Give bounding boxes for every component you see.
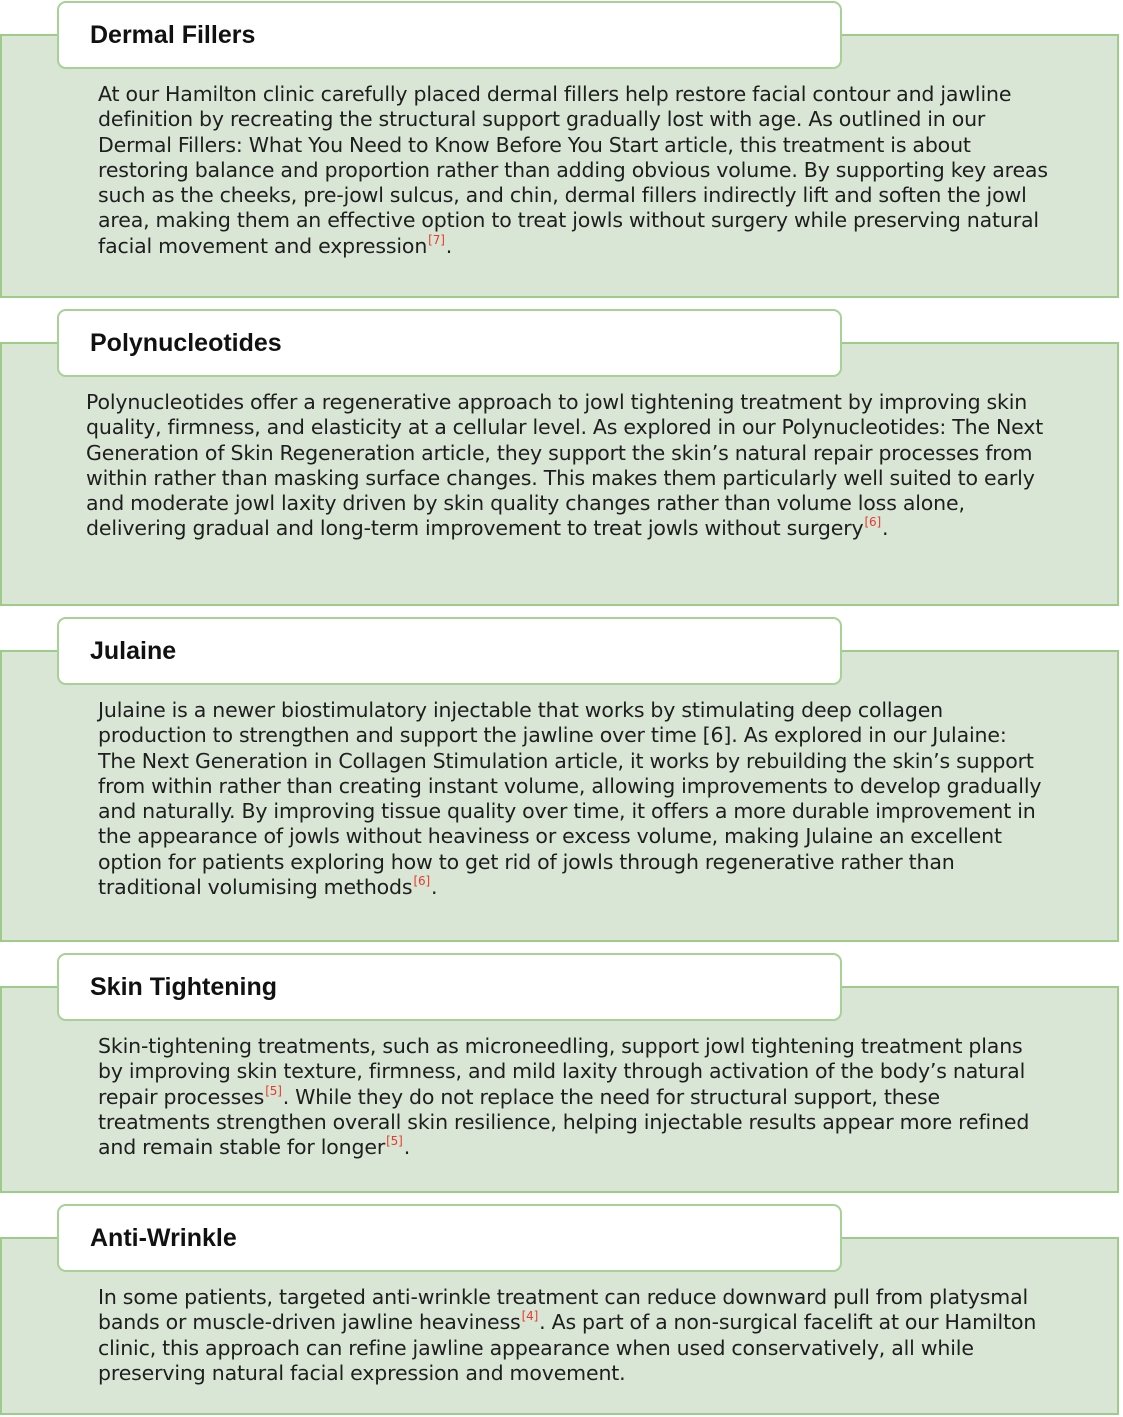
body-text-segment: . As part of a non-surgical facelift at our Hamilton clinic, this approach can refine jawline appearance when used conservatively, all while preserving natural facial expression and movement. (98, 1310, 1037, 1385)
section-title: Skin Tightening (90, 972, 278, 1001)
section-header-tab (57, 309, 842, 377)
citation-link[interactable]: [7] (428, 232, 445, 247)
body-text-segment: In some patients, targeted anti-wrinkle treatment can reduce downward pull from platysmal bands or muscle-driven jawline heaviness (98, 1285, 1029, 1335)
body-text-segment: . (882, 516, 889, 541)
body-text-segment: . While they do not replace the need for structural support, these treatments strengthen overall skin resilience, helping injectable results appear more refined and remain stable for longer (98, 1084, 1030, 1160)
section-dermal-fillers (0, 0, 1123, 300)
body-text-segment: Julaine is a newer biostimulatory injectable that works by stimulating deep collagen production to strengthen and support the jawline over time [6]. As explored in our Julaine: The Next Generation in Collagen Stimulation article, it works by rebuilding the skin’s support from within rather than creating instant volume, allowing improvements to develop gradually and naturally. By improving tissue quality over time, it offers a more durable improvement in the appearance of jowls without heaviness or excess volume, making Julaine an excellent option for patients exploring how to get rid of jowls through regenerative rather than traditional volumising methods (98, 698, 1042, 900)
body-text-segment: . (431, 875, 438, 900)
section-body (98, 698, 1043, 900)
section-title: Anti-Wrinkle (90, 1223, 237, 1252)
body-text-segment: . (445, 233, 453, 258)
section-polynucleotides (0, 308, 1123, 608)
body-text-segment: . (403, 1135, 411, 1160)
body-text-segment: Skin-tightening treatments, such as microneedling, support jowl tightening treatment plans by improving skin texture, firmness, and mild laxity through activation of the body’s natural repair processes (98, 1034, 1026, 1109)
section-title: Dermal Fillers (90, 20, 256, 49)
section-body (98, 82, 1048, 259)
section-body (98, 1285, 1053, 1386)
section-header-tab (57, 1204, 842, 1272)
section-body (86, 390, 1051, 542)
citation-link[interactable]: [4] (521, 1309, 539, 1324)
section-body (98, 1034, 1043, 1160)
citation-link[interactable]: [6] (864, 515, 882, 530)
citation-link[interactable]: [5] (265, 1083, 282, 1098)
section-header-tab (57, 953, 842, 1021)
section-skin-tightening (0, 952, 1123, 1195)
section-title: Polynucleotides (90, 328, 282, 357)
section-header-tab (57, 1, 842, 69)
body-text-segment: At our Hamilton clinic carefully placed dermal fillers help restore facial contour and jawline definition by recreating the structural support gradually lost with age. As outlined in our Dermal Fillers: What You Need to Know Before You Start article, this treatment is about restoring balance and proportion rather than adding obvious volume. By supporting key areas such as the cheeks, pre-jowl sulcus, and chin, dermal fillers indirectly lift and soften the jowl area, making them an effective option to treat jowls without surgery while preserving natural facial movement and expression (98, 82, 1048, 258)
section-title: Julaine (90, 636, 177, 665)
citation-link[interactable]: [6] (413, 874, 431, 889)
body-text-segment: Polynucleotides offer a regenerative approach to jowl tightening treatment by improving skin quality, firmness, and elasticity at a cellular level. As explored in our Polynucleotides: The Next Generation of Skin Regeneration article, they support the skin’s natural repair processes from within rather than masking surface changes. This makes them particularly well suited to early and moderate jowl laxity driven by skin quality changes rather than volume loss alone, delivering gradual and long-term improvement to treat jowls without surgery (86, 390, 1044, 541)
section-julaine (0, 616, 1123, 944)
citation-link[interactable]: [5] (386, 1134, 403, 1149)
section-header-tab (57, 617, 842, 685)
section-anti-wrinkle (0, 1203, 1123, 1417)
